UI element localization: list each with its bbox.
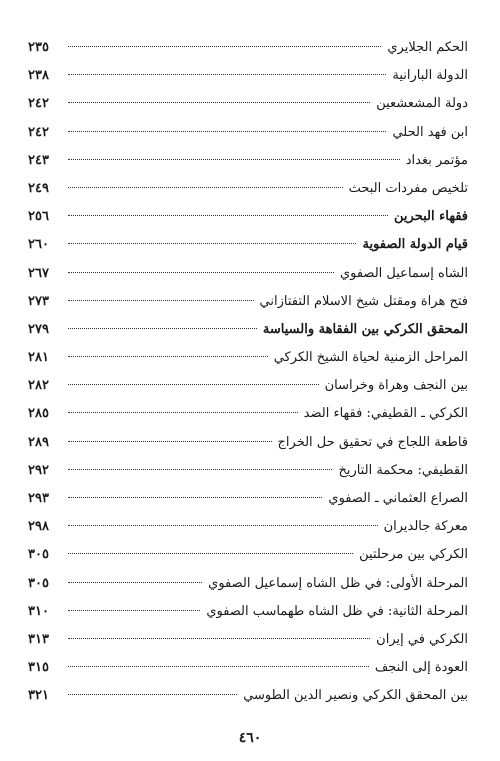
toc-section-heading [28, 231, 468, 259]
dot-leader [68, 525, 378, 526]
toc-entry-page-number: ٢٦٧ [28, 265, 49, 281]
toc-entry [28, 34, 468, 62]
toc-entry [28, 457, 468, 485]
toc-entry [28, 682, 468, 710]
toc-entry [28, 119, 468, 147]
toc-entry [28, 485, 468, 513]
toc-entry [28, 344, 468, 372]
toc-entry-page-number: ٣٠٥ [28, 547, 49, 563]
toc-entry [28, 429, 468, 457]
toc-entry-page-number: ٢٥٦ [28, 209, 49, 225]
toc-entry-page-number: ٢٩٨ [28, 519, 49, 535]
toc-entry [28, 570, 468, 598]
dot-leader [68, 300, 254, 301]
dot-leader [68, 272, 334, 273]
toc-entry [28, 288, 468, 316]
dot-leader [68, 610, 200, 611]
toc-entry-page-number: ٢٩٣ [28, 491, 49, 506]
dot-leader [68, 159, 400, 160]
dot-leader [68, 328, 257, 329]
toc-entry-title: فتح هراة ومقتل شيخ الاسلام التفتازاني [259, 293, 468, 309]
dot-leader [68, 666, 369, 667]
toc-entry-title: قيام الدولة الصفوية [362, 237, 468, 253]
dot-leader [68, 553, 353, 554]
toc-entry-title: المحقق الكركي بين الفقاهة والسياسة [262, 321, 468, 337]
page-number: ٤٦٠ [238, 730, 262, 746]
toc-entry-title: الدولة البارانية [392, 68, 468, 84]
toc-entry-page-number: ٢٧٩ [28, 321, 49, 337]
toc-entry [28, 260, 468, 288]
toc-entry [28, 598, 468, 626]
toc-entry-page-number: ٢٦٠ [28, 237, 49, 253]
dot-leader [68, 497, 322, 498]
dot-leader [68, 187, 343, 188]
dot-leader [68, 215, 388, 216]
dot-leader [68, 441, 272, 442]
toc-entry-page-number: ٣١٣ [28, 631, 49, 647]
toc-entry [28, 175, 468, 203]
toc-entry [28, 400, 468, 428]
dot-leader [68, 694, 237, 695]
table-of-contents [28, 34, 468, 711]
toc-entry-title: فقهاء البحرين [394, 209, 468, 225]
toc-entry-title: الشاه إسماعيل الصفوي [339, 265, 468, 281]
toc-entry-title: تلخيص مفردات البحث [348, 180, 468, 196]
toc-entry-title: الصراع العثماني ـ الصفوي [328, 491, 468, 506]
toc-entry-page-number: ٢٤٩ [28, 180, 49, 196]
toc-entry [28, 541, 468, 569]
dot-leader [68, 356, 268, 357]
toc-entry-page-number: ٢٤٢ [28, 124, 49, 140]
toc-entry-page-number: ٣٠٥ [28, 575, 49, 591]
toc-entry-title: المراحل الزمنية لحياة الشيخ الكركي [273, 350, 468, 366]
dot-leader [68, 384, 319, 385]
toc-entry-page-number: ٢٨٥ [28, 406, 49, 422]
toc-entry-page-number: ٢٧٣ [28, 293, 49, 309]
dot-leader [68, 412, 298, 413]
dot-leader [68, 131, 386, 132]
toc-entry-page-number: ٢٨١ [28, 350, 49, 366]
toc-section-heading [28, 316, 468, 344]
dot-leader [68, 582, 202, 583]
toc-entry [28, 90, 468, 118]
dot-leader [68, 46, 381, 47]
toc-entry-title: الحكم الجلايري [387, 40, 468, 55]
dot-leader [68, 469, 332, 470]
toc-entry-title: المرحلة الثانية: في ظل الشاه طهماسب الصفوي [206, 603, 468, 619]
toc-entry-page-number: ٣١٠ [28, 603, 49, 619]
dot-leader [68, 243, 356, 244]
toc-entry-page-number: ٢٤٣ [28, 152, 49, 168]
toc-entry [28, 147, 468, 175]
toc-entry-title: دولة المشعشعين [376, 96, 468, 112]
toc-entry-page-number: ٣٢١ [28, 688, 49, 704]
toc-entry-page-number: ٢٨٩ [28, 434, 49, 450]
toc-entry-title: ابن فهد الحلي [392, 124, 468, 140]
toc-entry-title: مؤتمر بغداد [405, 152, 468, 168]
toc-entry-title: الكركي ـ القطيفي: فقهاء الضد [303, 406, 468, 422]
dot-leader [68, 102, 370, 103]
toc-entry-title: العودة إلى النجف [374, 660, 468, 676]
dot-leader [68, 74, 386, 75]
toc-entry-title: القطيفي: محكمة التاريخ [338, 462, 468, 478]
toc-entry [28, 62, 468, 90]
toc-entry-title: بين المحقق الكركي ونصير الدين الطوسي [243, 688, 468, 704]
toc-entry-page-number: ٢٣٨ [28, 68, 49, 84]
toc-entry-page-number: ٢٤٢ [28, 96, 49, 112]
toc-entry-page-number: ٢٣٥ [28, 40, 49, 55]
toc-entry-page-number: ٣١٥ [28, 660, 49, 676]
toc-entry-title: الكركي في إيران [376, 631, 468, 647]
toc-entry-title: الكركي بين مرحلتين [359, 547, 468, 563]
toc-entry [28, 654, 468, 682]
toc-entry-page-number: ٢٩٢ [28, 462, 49, 478]
toc-entry [28, 372, 468, 400]
toc-entry [28, 513, 468, 541]
dot-leader [68, 638, 370, 639]
toc-entry-title: بين النجف وهراة وخراسان [324, 378, 468, 394]
toc-entry [28, 626, 468, 654]
toc-entry-page-number: ٢٨٢ [28, 378, 49, 394]
toc-page [28, 34, 468, 711]
toc-section-heading [28, 203, 468, 231]
toc-entry-title: المرحلة الأولى: في ظل الشاه إسماعيل الصفوي [208, 575, 468, 591]
toc-entry-title: معركة جالديران [383, 519, 468, 535]
toc-entry-title: قاطعة اللجاج في تحقيق حل الخراج [277, 434, 468, 450]
